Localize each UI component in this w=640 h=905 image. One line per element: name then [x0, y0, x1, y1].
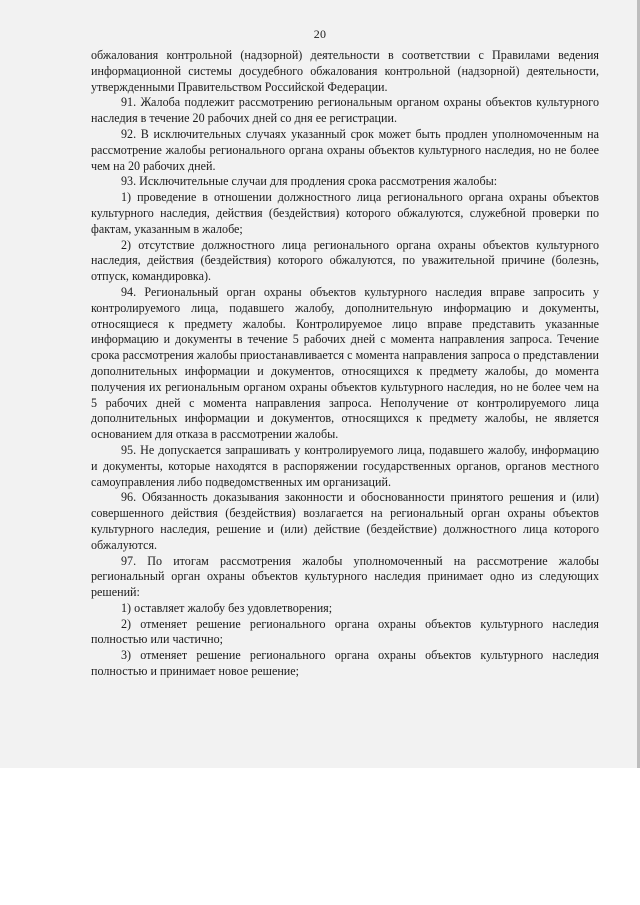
- paragraph-97-item-3: 3) отменяет решение регионального органа охраны объектов культурного наследия полностью и принимает новое решение;: [91, 648, 599, 679]
- paragraph-96: 96. Обязанность доказывания законности и обоснованности принятого решения и (или) совершенного действия (бездействия) возлагается на региональный орган охраны объектов культурного наследия, решение и (или) действие (бездействие) должностного лица которого обжалуются.: [91, 490, 599, 552]
- paragraph-94: 94. Региональный орган охраны объектов культурного наследия вправе запросить у контролируемого лица, подавшего жалобу, дополнительную информацию и документы, относящиеся к предмету жалобы. Контролируемое лицо вправе представить указанные информацию и документы в течение 5 рабочих дней с момента направления запроса. Течение срока рассмотрения жалобы приостанавливается с момента направления запроса о представлении дополнительных информации и документов, относящихся к предмету жалобы, до момента получения их региональным органом охраны объектов культурного наследия, но не более чем на 5 рабочих дней с момента направления запроса. Неполучение от контролируемого лица дополнительных информации и документов, относящихся к предмету жалобы, не является основанием для отказа в рассмотрении жалобы.: [91, 284, 599, 442]
- paragraph-93-item-1: 1) проведение в отношении должностного лица регионального органа охраны объектов культурного наследия, действия (бездействия) которого обжалуются, служебной проверки по фактам, указанным в жалобе;: [91, 190, 599, 236]
- paragraph-97-item-1: 1) оставляет жалобу без удовлетворения;: [121, 600, 333, 615]
- paragraph-95: 95. Не допускается запрашивать у контролируемого лица, подавшего жалобу, информацию и документы, которые находятся в распоряжении государственных органов, органов местного самоуправления либо подведомственных им организаций.: [91, 442, 599, 489]
- paragraph-continuation: обжалования контрольной (надзорной) деятельности в соответствии с Правилами ведения информационной системы досудебного обжалования контрольной (надзорной) деятельности, утвержденными Правительством Российской Федерации.: [91, 48, 599, 94]
- paragraph-97-item-2: 2) отменяет решение регионального органа охраны объектов культурного наследия полностью или частично;: [91, 616, 599, 647]
- paragraph-92: 92. В исключительных случаях указанный срок может быть продлен уполномоченным на рассмотрение жалобы регионального органа охраны объектов культурного наследия, но не более чем на 20 рабочих дней.: [91, 126, 599, 173]
- paragraph-91: 91. Жалоба подлежит рассмотрению региональным органом охраны объектов культурного наследия в течение 20 рабочих дней со дня ее регистрации.: [91, 95, 599, 126]
- paragraph-93: 93. Исключительные случаи для продления срока рассмотрения жалобы:: [121, 174, 498, 189]
- document-body: [91, 48, 599, 680]
- page-number: 20: [313, 27, 327, 41]
- paragraph-97: 97. По итогам рассмотрения жалобы уполномоченный на рассмотрение жалобы региональный орган охраны объектов культурного наследия принимает одно из следующих решений:: [91, 553, 599, 600]
- paragraph-93-item-2: 2) отсутствие должностного лица регионального органа охраны объектов культурного наследия, действия (бездействия) которого обжалуются, по уважительной причине (болезнь, отпуск, командировка).: [91, 237, 599, 284]
